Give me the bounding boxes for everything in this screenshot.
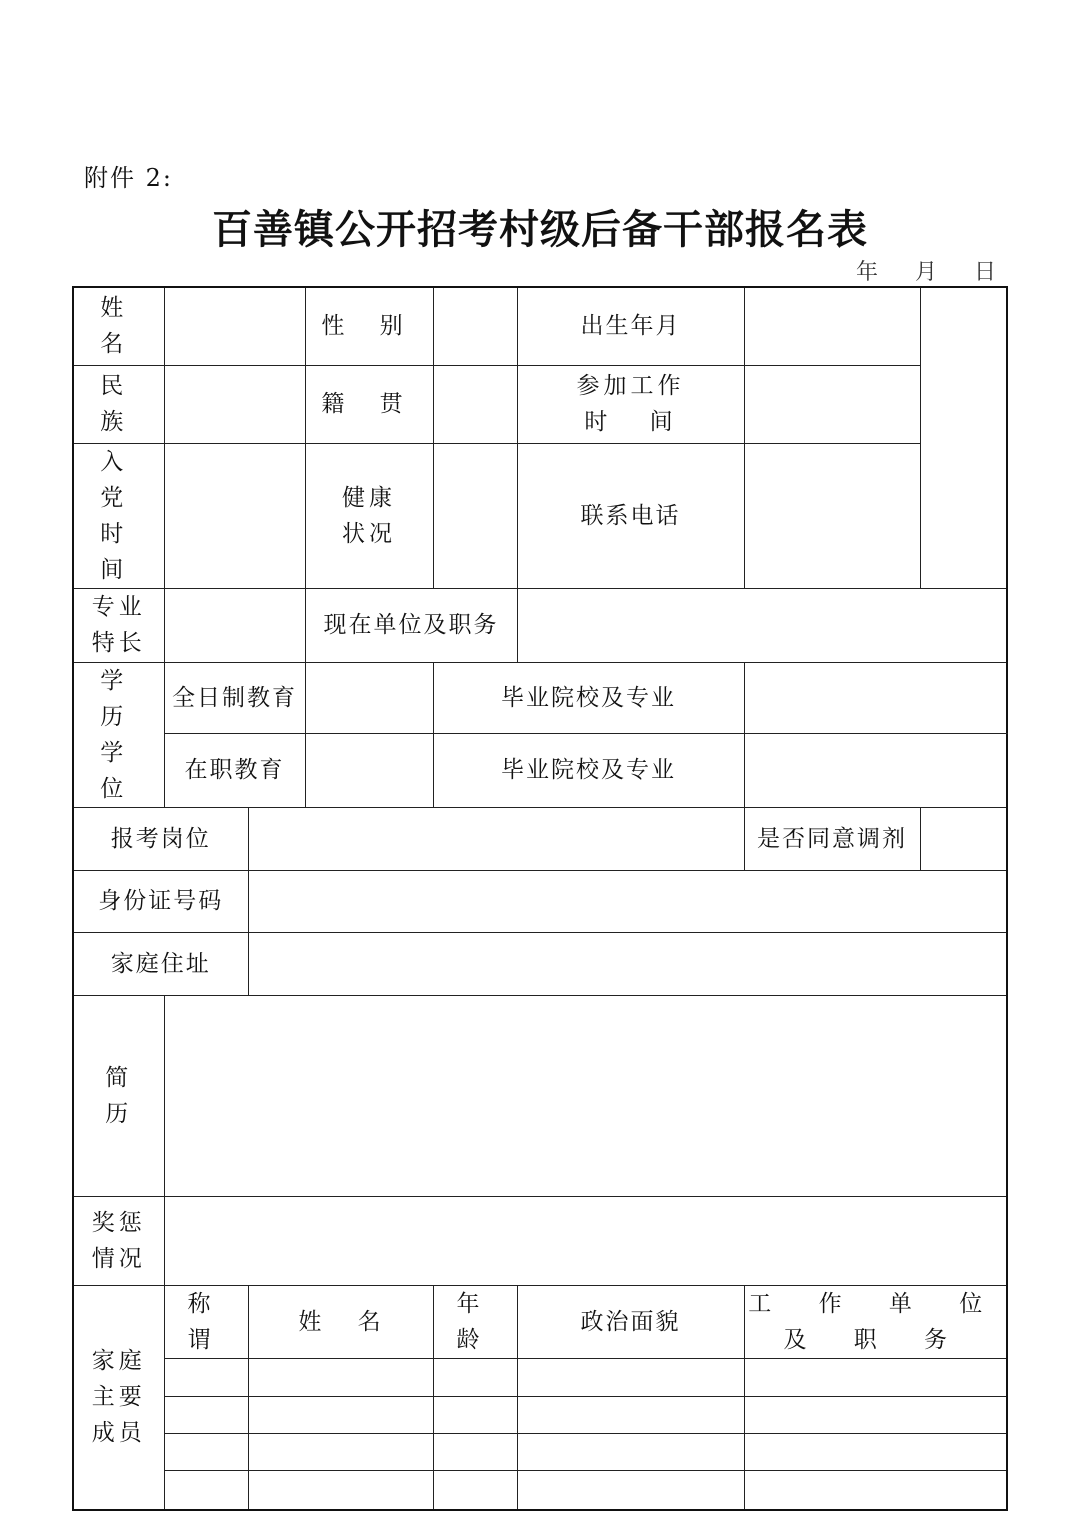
family-row bbox=[73, 1433, 1007, 1470]
photo-box[interactable] bbox=[920, 287, 1007, 588]
position-field[interactable] bbox=[248, 807, 744, 870]
family-age-cell[interactable] bbox=[433, 1396, 517, 1433]
fulltime-edu-field[interactable] bbox=[305, 662, 433, 734]
work-start-label: 参加工作 时 间 bbox=[517, 365, 744, 443]
awards-field[interactable] bbox=[164, 1196, 1007, 1285]
col-workplace-header: 工 作 单 位 及 职 务 bbox=[744, 1285, 1007, 1358]
inservice-school-field[interactable] bbox=[744, 734, 1007, 807]
form-title: 百善镇公开招考村级后备干部报名表 bbox=[212, 206, 868, 253]
attachment-label: 附件 2: bbox=[84, 164, 173, 192]
inservice-edu-label: 在职教育 bbox=[164, 734, 305, 807]
adjust-label: 是否同意调剂 bbox=[744, 807, 920, 870]
ethnicity-label: 民 族 bbox=[73, 365, 164, 443]
id-number-label: 身份证号码 bbox=[73, 870, 248, 932]
form-date bbox=[826, 255, 996, 286]
resume-field[interactable] bbox=[164, 995, 1007, 1196]
family-age-cell[interactable] bbox=[433, 1358, 517, 1396]
party-join-label: 入 党 时 间 bbox=[73, 443, 164, 588]
phone-field[interactable] bbox=[744, 443, 920, 588]
work-start-field[interactable] bbox=[744, 365, 920, 443]
family-name-cell[interactable] bbox=[248, 1433, 433, 1470]
family-name-cell[interactable] bbox=[248, 1396, 433, 1433]
fulltime-edu-label: 全日制教育 bbox=[164, 662, 305, 734]
health-label: 健康 状况 bbox=[305, 443, 433, 588]
fulltime-school-label: 毕业院校及专业 bbox=[433, 662, 744, 734]
resume-label: 简 历 bbox=[73, 995, 164, 1196]
family-workplace-cell[interactable] bbox=[744, 1433, 1007, 1470]
family-age-cell[interactable] bbox=[433, 1433, 517, 1470]
inservice-school-label: 毕业院校及专业 bbox=[433, 734, 744, 807]
id-number-field[interactable] bbox=[248, 870, 1007, 932]
awards-label: 奖惩 情况 bbox=[73, 1196, 164, 1285]
family-relation-cell[interactable] bbox=[164, 1433, 248, 1470]
adjust-field[interactable] bbox=[920, 807, 1007, 870]
col-age-header: 年 龄 bbox=[433, 1285, 517, 1358]
name-label: 姓 名 bbox=[73, 287, 164, 365]
family-relation-cell[interactable] bbox=[164, 1358, 248, 1396]
family-label: 家庭 主要 成员 bbox=[73, 1285, 164, 1510]
family-political-cell[interactable] bbox=[517, 1433, 744, 1470]
date-day: 日 bbox=[973, 260, 996, 285]
ethnicity-field[interactable] bbox=[164, 365, 305, 443]
current-unit-field[interactable] bbox=[517, 588, 1007, 662]
phone-label: 联系电话 bbox=[517, 443, 744, 588]
specialty-label: 专业 特长 bbox=[73, 588, 164, 662]
family-workplace-cell[interactable] bbox=[744, 1396, 1007, 1433]
family-workplace-cell[interactable] bbox=[744, 1358, 1007, 1396]
registration-form bbox=[72, 286, 1008, 1511]
family-political-cell[interactable] bbox=[517, 1358, 744, 1396]
family-row bbox=[73, 1358, 1007, 1396]
address-label: 家庭住址 bbox=[73, 932, 248, 995]
native-place-field[interactable] bbox=[433, 365, 517, 443]
family-name-cell[interactable] bbox=[248, 1470, 433, 1510]
native-place-label: 籍 贯 bbox=[305, 365, 433, 443]
family-row bbox=[73, 1470, 1007, 1510]
date-year: 年 bbox=[855, 260, 878, 285]
birth-label: 出生年月 bbox=[517, 287, 744, 365]
gender-field[interactable] bbox=[433, 287, 517, 365]
party-join-field[interactable] bbox=[164, 443, 305, 588]
inservice-edu-field[interactable] bbox=[305, 734, 433, 807]
date-month: 月 bbox=[914, 260, 937, 285]
family-name-cell[interactable] bbox=[248, 1358, 433, 1396]
fulltime-school-field[interactable] bbox=[744, 662, 1007, 734]
address-field[interactable] bbox=[248, 932, 1007, 995]
name-field[interactable] bbox=[164, 287, 305, 365]
col-relation-header: 称 谓 bbox=[164, 1285, 248, 1358]
birth-field[interactable] bbox=[744, 287, 920, 365]
position-label: 报考岗位 bbox=[73, 807, 248, 870]
family-row bbox=[73, 1396, 1007, 1433]
family-age-cell[interactable] bbox=[433, 1470, 517, 1510]
specialty-field[interactable] bbox=[164, 588, 305, 662]
family-workplace-cell[interactable] bbox=[744, 1470, 1007, 1510]
family-relation-cell[interactable] bbox=[164, 1470, 248, 1510]
education-label: 学 历 学 位 bbox=[73, 662, 164, 807]
current-unit-label: 现在单位及职务 bbox=[305, 588, 517, 662]
health-field[interactable] bbox=[433, 443, 517, 588]
family-political-cell[interactable] bbox=[517, 1470, 744, 1510]
family-relation-cell[interactable] bbox=[164, 1396, 248, 1433]
family-political-cell[interactable] bbox=[517, 1396, 744, 1433]
col-political-header: 政治面貌 bbox=[517, 1285, 744, 1358]
col-name-header: 姓 名 bbox=[248, 1285, 433, 1358]
gender-label: 性 别 bbox=[305, 287, 433, 365]
